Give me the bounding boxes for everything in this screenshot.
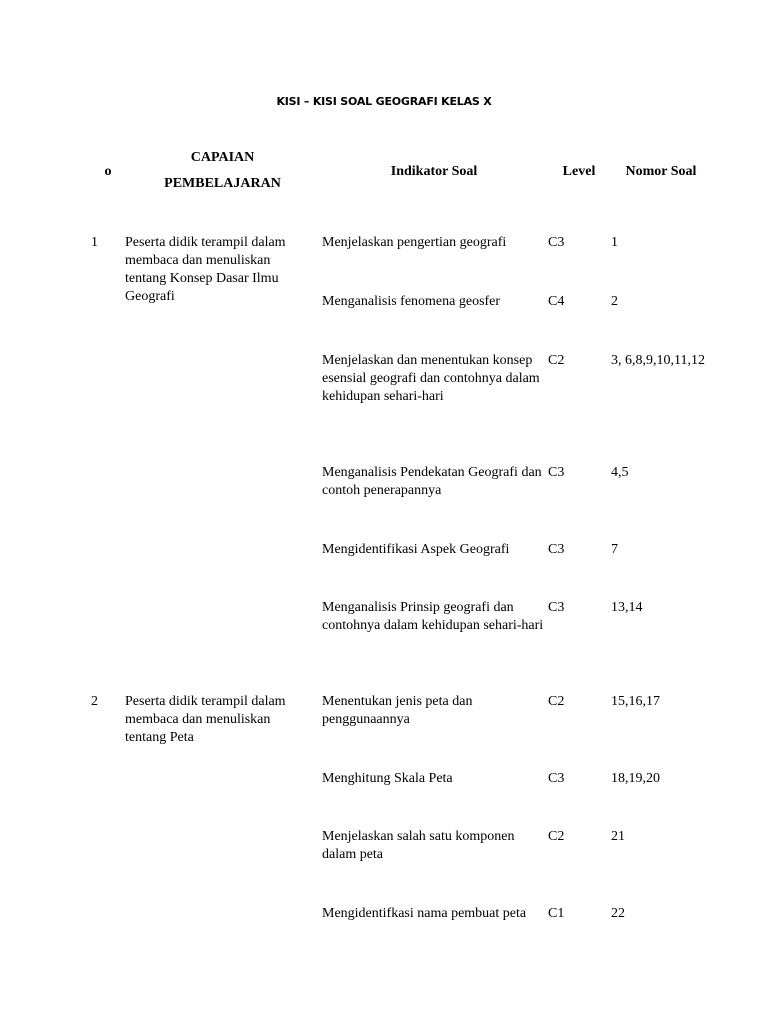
row-nomor: 1 xyxy=(611,235,618,250)
row-level: C2 xyxy=(548,694,565,709)
row-level: C1 xyxy=(548,906,565,921)
header-no: o xyxy=(104,164,112,179)
header-nomor: Nomor Soal xyxy=(625,164,697,179)
row-nomor: 3, 6,8,9,10,11,12 xyxy=(611,353,705,368)
group-2-capaian: Peserta didik terampil dalam membaca dan menuliskan tentang Peta xyxy=(125,694,286,745)
row-level: C2 xyxy=(548,829,565,844)
row-nomor: 18,19,20 xyxy=(611,771,660,786)
row-nomor: 13,14 xyxy=(611,600,643,615)
row-nomor: 15,16,17 xyxy=(611,694,660,709)
group-2-no: 2 xyxy=(91,694,98,709)
row-level: C3 xyxy=(548,465,565,480)
header-capaian-line1: CAPAIAN xyxy=(190,150,255,165)
row-indikator: Menjelaskan pengertian geografi xyxy=(322,235,507,250)
row-level: C4 xyxy=(548,294,565,309)
row-indikator: Mengidentifkasi nama pembuat peta xyxy=(322,906,527,921)
group-1-capaian: Peserta didik terampil dalam membaca dan menuliskan tentang Konsep Dasar Ilmu Geografi xyxy=(125,235,286,304)
row-indikator: Menentukan jenis peta dan penggunaannya xyxy=(322,694,473,727)
row-level: C3 xyxy=(548,235,565,250)
row-level: C3 xyxy=(548,600,565,615)
row-nomor: 21 xyxy=(611,829,625,844)
row-nomor: 7 xyxy=(611,542,618,557)
header-level: Level xyxy=(562,164,596,179)
row-indikator: Mengidentifikasi Aspek Geografi xyxy=(322,542,510,557)
group-1-no: 1 xyxy=(91,235,98,250)
row-nomor: 22 xyxy=(611,906,625,921)
row-level: C2 xyxy=(548,353,565,368)
row-indikator: Menganalisis fenomena geosfer xyxy=(322,294,501,309)
row-level: C3 xyxy=(548,771,565,786)
row-indikator: Menghitung Skala Peta xyxy=(322,771,453,786)
row-indikator: Menganalisis Pendekatan Geografi dan contoh penerapannya xyxy=(322,465,542,498)
row-level: C3 xyxy=(548,542,565,557)
header-indikator: Indikator Soal xyxy=(390,164,478,179)
row-indikator: Menganalisis Prinsip geografi dan contohnya dalam kehidupan sehari-hari xyxy=(322,600,544,633)
row-nomor: 4,5 xyxy=(611,465,629,480)
row-indikator: Menjelaskan dan menentukan konsep esensial geografi dan contohnya dalam kehidupan sehari-hari xyxy=(322,353,540,404)
row-indikator: Menjelaskan salah satu komponen dalam peta xyxy=(322,829,515,862)
row-nomor: 2 xyxy=(611,294,618,309)
header-capaian-line2: PEMBELAJARAN xyxy=(164,176,281,191)
page-title: KISI – KISI SOAL GEOGRAFI KELAS X xyxy=(276,95,492,108)
header-capaian xyxy=(140,145,305,197)
